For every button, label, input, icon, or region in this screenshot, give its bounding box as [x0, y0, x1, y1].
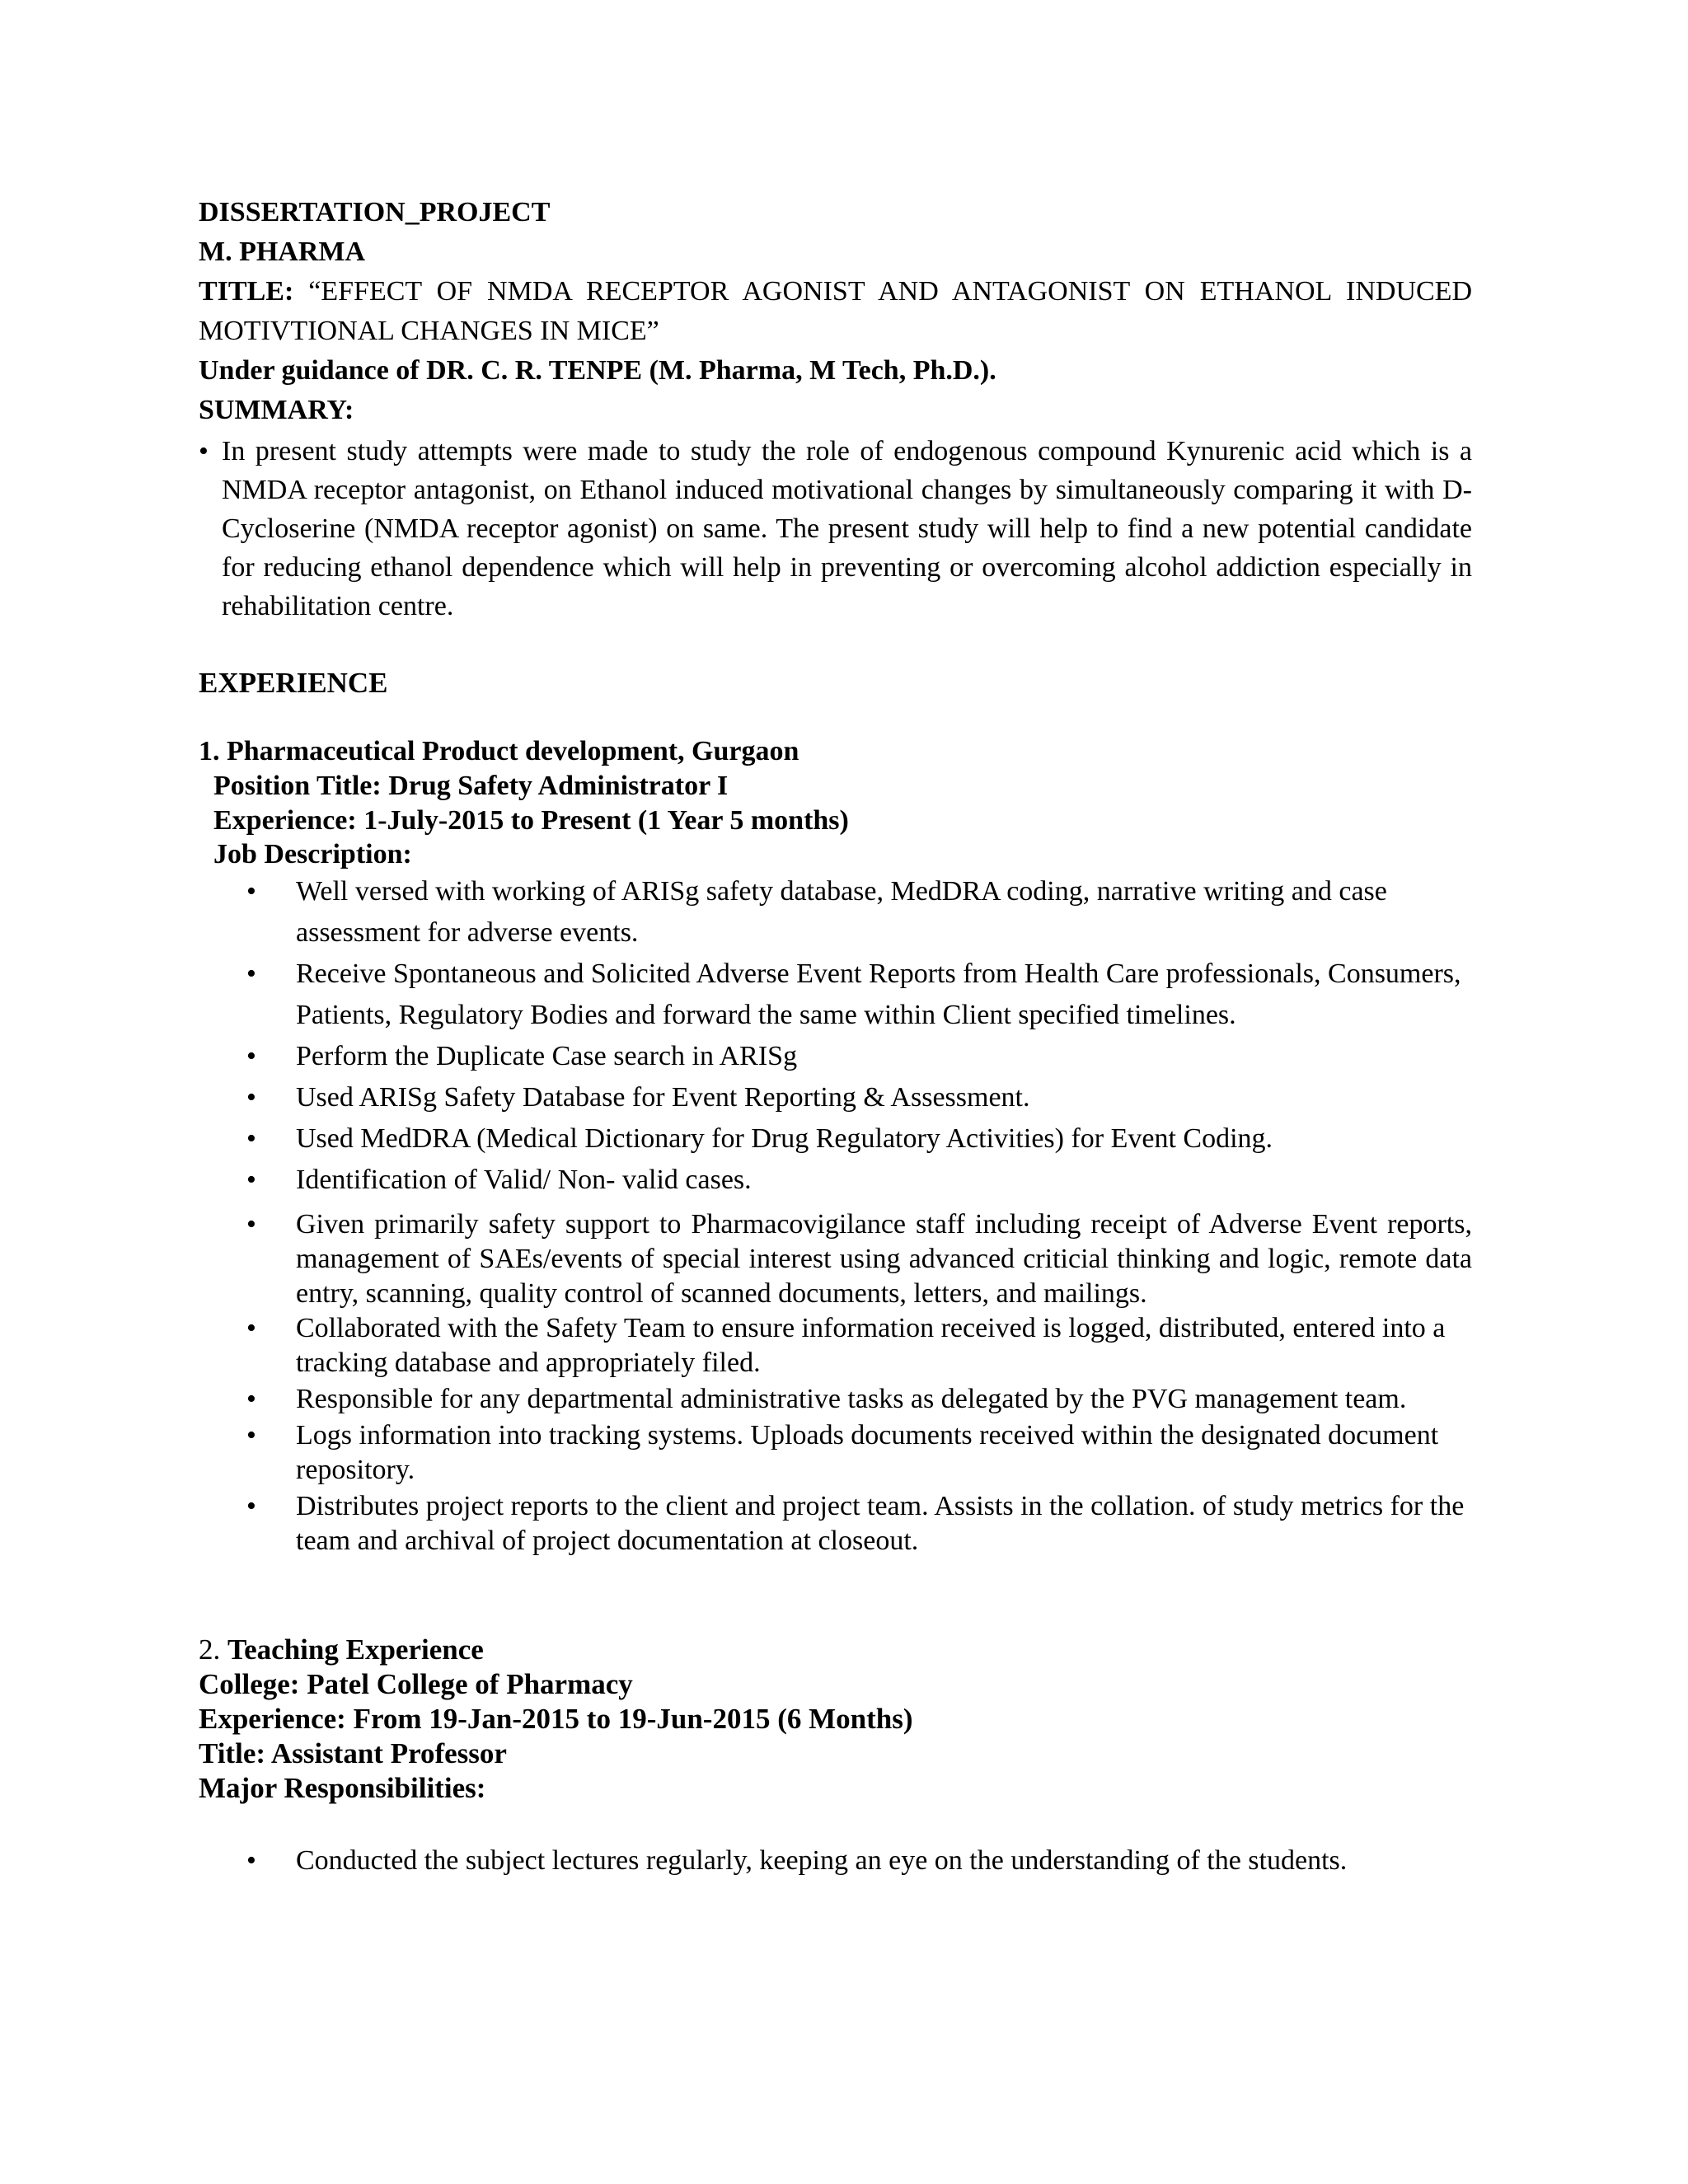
- bullet-icon: •: [246, 1384, 256, 1414]
- bullet-icon: •: [246, 1123, 256, 1154]
- title-text-line-1: “EFFECT OF NMDA RECEPTOR AGONIST AND ANTAGONIST ON ETHANOL INDUCED: [308, 276, 1473, 307]
- job1-duration: Experience: 1-July-2015 to Present (1 Year 5 months): [213, 805, 849, 836]
- bullet-icon: •: [246, 1209, 256, 1240]
- dissertation-title-line-2: MOTIVTIONAL CHANGES IN MICE”: [199, 316, 659, 346]
- summary-text: In present study attempts were made to study the role of endogenous compound Kynurenic acid which is a NMDA receptor antagonist, on Ethanol induced motivational changes by simultaneously comparing it with D-Cycloserine (NMDA receptor agonist) on same. The present study will help to find a new potential candidate for reducing ethanol dependence which will help in preventing or overcoming alcohol addiction especially in rehabilitation centre.: [222, 436, 1472, 621]
- job2-resp-label: Major Responsibilities:: [199, 1772, 486, 1804]
- title-label: TITLE:: [199, 276, 294, 307]
- guidance-line: Under guidance of DR. C. R. TENPE (M. Pharma, M Tech, Ph.D.).: [199, 355, 996, 386]
- list-item: • Used MedDRA (Medical Dictionary for Drug Regulatory Activities) for Event Coding.: [199, 1118, 1472, 1160]
- list-item: • Receive Spontaneous and Solicited Adverse Event Reports from Health Care professionals, Consumers, Patients, Regulatory Bodies and forward the same within Client specified timelines.: [199, 954, 1472, 1036]
- list-item: • Conducted the subject lectures regularly, keeping an eye on the understanding of the students.: [199, 1840, 1472, 1882]
- job1-company: 1. Pharmaceutical Product development, Gurgaon: [199, 736, 799, 766]
- job1-jd-label: Job Description:: [213, 839, 412, 869]
- bullet-icon: •: [246, 1491, 256, 1521]
- list-item: • Well versed with working of ARISg safety database, MedDRA coding, narrative writing and case assessment for adverse events.: [199, 871, 1472, 954]
- list-item: • Identification of Valid/ Non- valid cases.: [199, 1160, 1472, 1201]
- bullet-icon: •: [246, 1082, 256, 1113]
- bullet-icon: •: [246, 1313, 256, 1343]
- bullet-icon: •: [246, 1041, 256, 1071]
- dissertation-title-line-1: [199, 272, 1472, 312]
- list-item: • Perform the Duplicate Case search in ARISg: [199, 1036, 1472, 1077]
- resume-content: [199, 193, 1472, 1882]
- list-item: • Used ARISg Safety Database for Event Reporting & Assessment.: [199, 1077, 1472, 1118]
- bullet-icon: •: [199, 436, 209, 466]
- job2-duration: Experience: From 19-Jan-2015 to 19-Jun-2015 (6 Months): [199, 1703, 913, 1735]
- summary-item: [199, 432, 1472, 626]
- job2-number: 2.: [199, 1633, 221, 1666]
- bullet-icon: •: [246, 1420, 256, 1451]
- list-item: • Given primarily safety support to Pharmacovigilance staff including receipt of Adverse Event reports, management of SAEs/events of special interest using advanced criticial thinking and logic, remote data entry, scanning, quality control of scanned documents, letters, and mailings.: [246, 1209, 1472, 1309]
- list-item: • Logs information into tracking systems. Uploads documents received within the designated document repository.: [246, 1420, 1439, 1485]
- list-item: • Collaborated with the Safety Team to ensure information received is logged, distributed, entered into a tracking database and appropriately filed.: [246, 1313, 1446, 1378]
- job1-duties-list: [199, 871, 1472, 1558]
- summary-label: SUMMARY:: [199, 395, 354, 425]
- experience-heading: EXPERIENCE: [199, 667, 388, 699]
- list-item: • Responsible for any departmental administrative tasks as delegated by the PVG management team.: [199, 1382, 1472, 1417]
- job2-heading-line: [199, 1633, 1472, 1667]
- bullet-icon: •: [246, 1165, 256, 1195]
- job2-heading: Teaching Experience: [227, 1633, 484, 1666]
- bullet-icon: •: [246, 876, 256, 907]
- degree-label: M. PHARMA: [199, 237, 366, 267]
- list-item: • Distributes project reports to the client and project team. Assists in the collation. of study metrics for the team and archival of project documentation at closeout.: [246, 1491, 1465, 1556]
- job1-position: Position Title: Drug Safety Administrator I: [213, 771, 729, 801]
- job2-duties-list: [199, 1840, 1472, 1882]
- job2-title: Title: Assistant Professor: [199, 1737, 507, 1769]
- job2-college: College: Patel College of Pharmacy: [199, 1668, 633, 1700]
- dissertation-heading: DISSERTATION_PROJECT: [199, 197, 551, 227]
- bullet-icon: •: [246, 958, 256, 989]
- bullet-icon: •: [246, 1845, 256, 1876]
